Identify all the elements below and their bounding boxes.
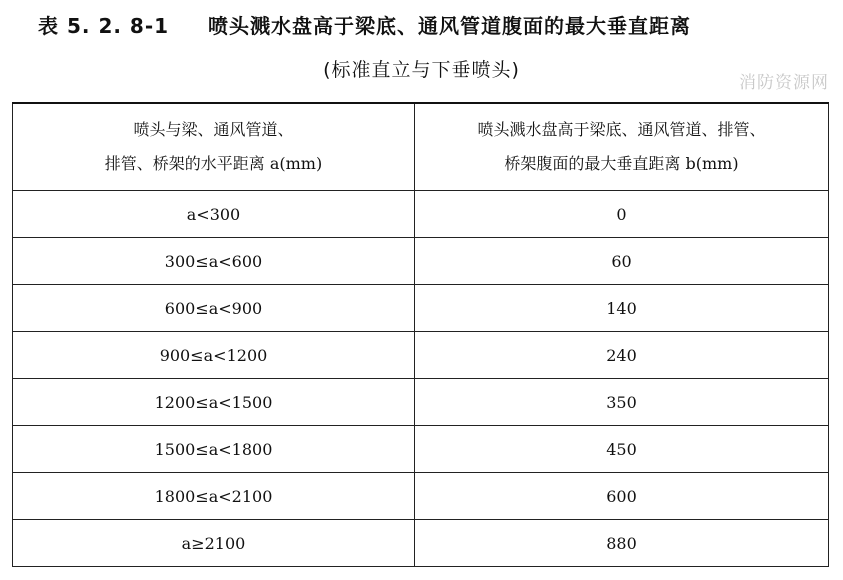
header-line: 喷头与梁、通风管道、 [133,120,294,139]
cell-distance: 300≤a<600 [13,238,415,285]
header-line: 排管、桥架的水平距离 a(mm) [104,154,323,173]
header-line: 喷头溅水盘高于梁底、通风管道、排管、 [477,120,766,139]
cell-height: 350 [415,379,829,426]
table-header-row [13,103,829,191]
cell-height: 600 [415,473,829,520]
cell-distance: 900≤a<1200 [13,332,415,379]
cell-height: 240 [415,332,829,379]
cell-distance: 1800≤a<2100 [13,473,415,520]
cell-height: 140 [415,285,829,332]
cell-distance: 1500≤a<1800 [13,426,415,473]
table-row [13,285,829,332]
table-number: 表 5. 2. 8-1 [38,14,170,38]
table-row [13,473,829,520]
cell-height: 60 [415,238,829,285]
table-row [13,426,829,473]
cell-distance: 600≤a<900 [13,285,415,332]
watermark: 消防资源网 [739,73,829,93]
cell-distance: a≥2100 [13,520,415,567]
table-row [13,332,829,379]
distance-table [12,102,829,567]
table-title: 喷头溅水盘高于梁底、通风管道腹面的最大垂直距离 [208,14,691,38]
cell-height: 450 [415,426,829,473]
table-caption [0,8,843,44]
table-subtitle: (标准直立与下垂喷头) [323,59,520,81]
header-vertical-distance [415,103,829,191]
cell-height: 880 [415,520,829,567]
cell-distance: a<300 [13,191,415,238]
table-row [13,520,829,567]
table-row [13,238,829,285]
table-row [13,191,829,238]
table-row [13,379,829,426]
cell-distance: 1200≤a<1500 [13,379,415,426]
cell-height: 0 [415,191,829,238]
header-line: 桥架腹面的最大垂直距离 b(mm) [504,154,739,173]
header-horizontal-distance [13,103,415,191]
